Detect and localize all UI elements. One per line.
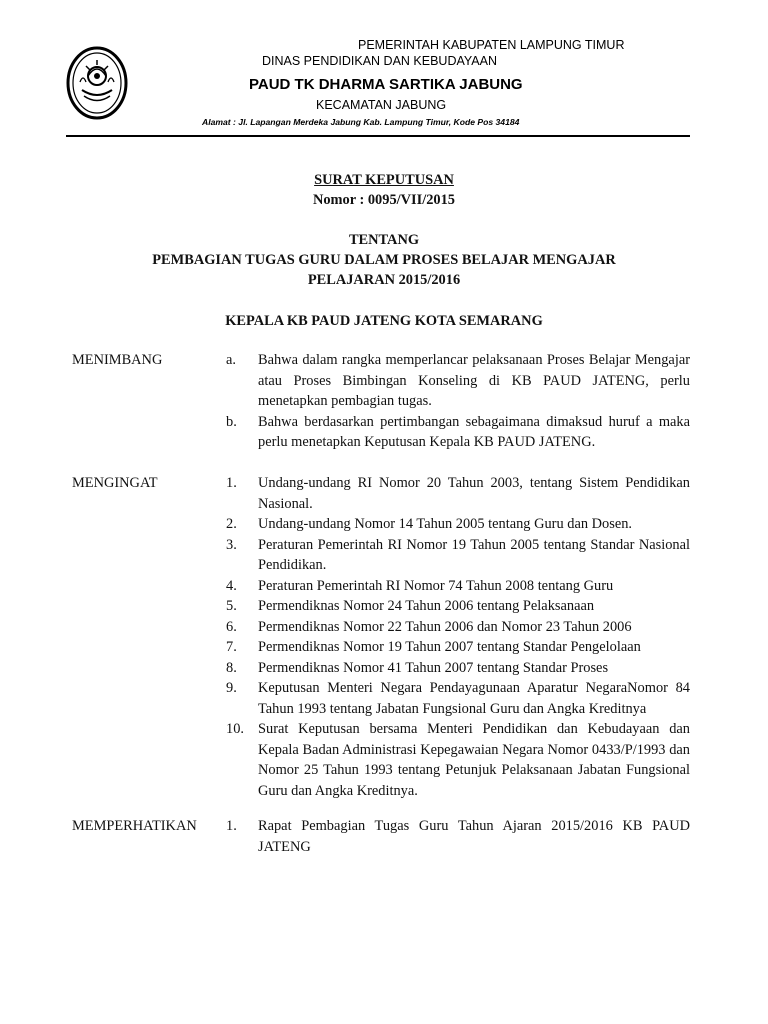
item-text: Peraturan Pemerintah RI Nomor 74 Tahun 2008 tentang Guru <box>258 577 614 594</box>
item-marker: 6. <box>226 618 237 635</box>
item-text: Permendiknas Nomor 22 Tahun 2006 dan Nomor 23 Tahun 2006 <box>258 618 632 635</box>
section-label: MENGINGAT <box>72 475 158 491</box>
item-marker: 8. <box>226 659 237 676</box>
letterhead-school: PAUD TK DHARMA SARTIKA JABUNG <box>249 76 523 93</box>
item-marker: 5. <box>226 598 237 614</box>
item-marker: 4. <box>226 577 237 594</box>
item-marker: 2. <box>226 516 237 532</box>
list-item <box>226 535 690 576</box>
item-text: Bahwa dalam rangka memperlancar pelaksanaan Proses Belajar Mengajar atau Proses Bimbingan Konseling di KB PAUD JATENG, perlu menetapkan pembagian tugas. <box>258 352 690 409</box>
item-text: Permendiknas Nomor 41 Tahun 2007 tentang Standar Proses <box>258 659 609 676</box>
item-text: Keputusan Menteri Negara Pendayagunaan Aparatur NegaraNomor 84 Tahun 1993 tentang Jabatan Fungsional Guru dan Angka Kreditnya <box>258 680 690 717</box>
section-items <box>226 816 690 857</box>
regency-emblem-icon <box>66 46 128 120</box>
decree-number: Nomor : 0095/VII/2015 <box>312 192 456 208</box>
item-marker: 1. <box>226 818 237 834</box>
list-item <box>226 350 690 412</box>
item-marker: b. <box>226 413 237 430</box>
letterhead-government: PEMERINTAH KABUPATEN LAMPUNG TIMUR <box>358 38 625 52</box>
list-item <box>226 678 690 719</box>
list-item <box>226 719 690 801</box>
item-text: Bahwa berdasarkan pertimbangan sebagaimana dimaksud huruf a maka perlu menetapkan Keputusan Kepala KB PAUD JATENG. <box>258 413 690 450</box>
item-marker: 3. <box>226 536 237 553</box>
item-text: Undang-undang Nomor 14 Tahun 2005 tentang Guru dan Dosen. <box>258 516 633 532</box>
subject-label: TENTANG <box>348 232 420 248</box>
section-label: MEMPERHATIKAN <box>72 818 197 834</box>
section-items <box>226 473 690 801</box>
item-marker: 7. <box>226 639 237 655</box>
list-item <box>226 596 690 617</box>
item-marker: 10. <box>226 721 244 737</box>
decree-title <box>0 170 768 210</box>
item-text: Peraturan Pemerintah RI Nomor 19 Tahun 2005 tentang Standar Nasional Pendidikan. <box>258 536 690 573</box>
letterhead-district: KECAMATAN JABUNG <box>316 98 447 112</box>
letterhead-agency: DINAS PENDIDIKAN DAN KEBUDAYAAN <box>262 54 498 68</box>
decree-type: SURAT KEPUTUSAN <box>314 172 454 188</box>
list-item <box>226 816 690 857</box>
decree-issuer: KEPALA KB PAUD JATENG KOTA SEMARANG <box>225 313 543 329</box>
section-items <box>226 350 690 453</box>
section-label: MENIMBANG <box>72 352 163 368</box>
letterhead <box>66 30 690 138</box>
list-item <box>226 617 690 638</box>
letterhead-divider <box>66 135 690 137</box>
item-text: Permendiknas Nomor 24 Tahun 2006 tentang Pelaksanaan <box>258 598 595 614</box>
item-text: Undang-undang RI Nomor 20 Tahun 2003, tentang Sistem Pendidikan Nasional. <box>258 475 690 512</box>
list-item <box>226 412 690 453</box>
list-item <box>226 514 690 535</box>
item-marker: 1. <box>226 475 237 491</box>
list-item <box>226 473 690 514</box>
letterhead-address: Alamat : Jl. Lapangan Merdeka Jabung Kab. Lampung Timur, Kode Pos 34184 <box>202 117 520 127</box>
item-text: Permendiknas Nomor 19 Tahun 2007 tentang Standar Pengelolaan <box>258 639 641 655</box>
list-item <box>226 658 690 679</box>
subject-line-1: PEMBAGIAN TUGAS GURU DALAM PROSES BELAJAR MENGAJAR <box>152 252 616 268</box>
item-marker: a. <box>226 352 236 368</box>
item-text: Rapat Pembagian Tugas Guru Tahun Ajaran 2015/2016 KB PAUD JATENG <box>258 818 690 855</box>
subject-line-2: PELAJARAN 2015/2016 <box>307 272 461 288</box>
decree-subject <box>0 230 768 290</box>
item-marker: 9. <box>226 680 237 696</box>
list-item <box>226 576 690 597</box>
list-item <box>226 637 690 658</box>
item-text: Surat Keputusan bersama Menteri Pendidikan dan Kebudayaan dan Kepala Badan Administrasi Kepegawaian Negara Nomor 0433/P/1993 dan Nomor 25 Tahun 1993 tentang Petunjuk Pelaksanaan Jabatan Fungsional Guru dan Angka Kreditnya. <box>258 721 690 799</box>
